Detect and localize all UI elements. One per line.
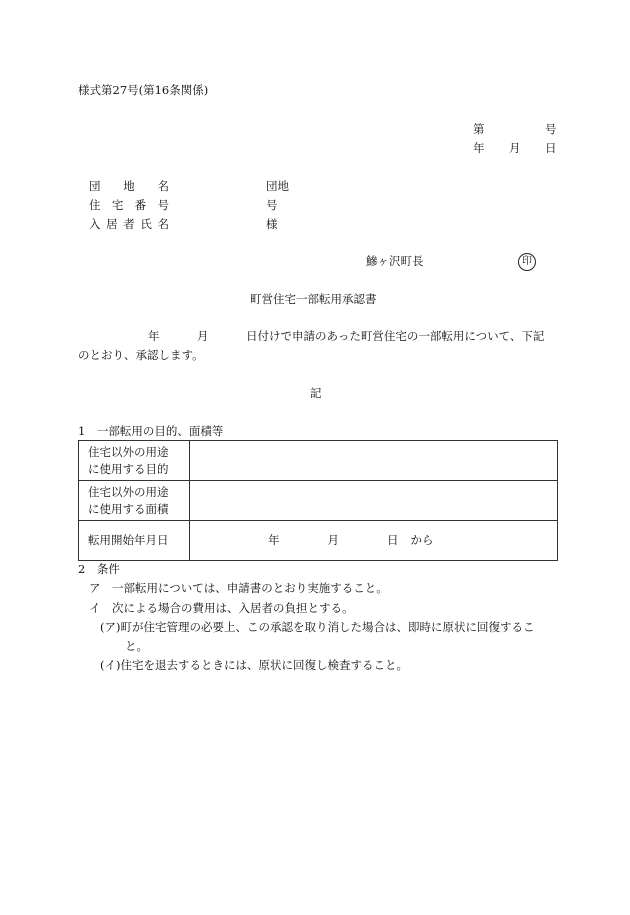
complex-name-label: 団 地 名 (89, 179, 169, 193)
issuer-name: 鰺ヶ沢町長 (366, 254, 424, 268)
document-title: 町営住宅一部転用承認書 (250, 292, 377, 306)
area-label: 住宅以外の用途 に使用する面積 (79, 481, 190, 521)
section2-heading: 2 条件 (78, 562, 120, 576)
doc-number-suffix: 号 (545, 122, 557, 136)
table-row (79, 441, 558, 481)
body-line2: のとおり、承認します。 (78, 348, 204, 362)
start-date-label: 転用開始年月日 (79, 521, 190, 561)
area-value (190, 481, 558, 521)
doc-date-year: 年 (473, 141, 485, 155)
body-line1: 日付けで申請のあった町営住宅の一部転用について、下記 (246, 329, 545, 343)
seal-mark: 印 (518, 253, 536, 271)
table-row (79, 521, 558, 561)
form-number: 様式第27号(第16条関係) (78, 83, 209, 97)
house-number-label: 住 宅 番 号 (89, 198, 169, 212)
body-month: 月 (197, 329, 209, 343)
section1-heading: 1 一部転用の目的、面積等 (78, 424, 224, 438)
tenant-honorific: 様 (266, 217, 278, 231)
condition-sub-a-line2: と。 (125, 639, 148, 653)
purpose-label: 住宅以外の用途 に使用する目的 (79, 441, 190, 481)
purpose-value (190, 441, 558, 481)
condition-sub-a-line1: (ア)町が住宅管理の必要上、この承認を取り消した場合は、即時に原状に回復するこ (100, 620, 535, 634)
body-year: 年 (148, 329, 160, 343)
tenant-name-label: 入 居 者 氏 名 (89, 217, 169, 231)
doc-date-month: 月 (509, 141, 521, 155)
doc-date-day: 日 (545, 141, 557, 155)
condition-sub-i: (イ)住宅を退去するときには、原状に回復し検査すること。 (100, 658, 408, 672)
conversion-table (78, 440, 558, 561)
house-number-suffix: 号 (266, 198, 278, 212)
doc-number-prefix: 第 (473, 122, 485, 136)
start-date-value: 年 月 日 から (190, 521, 558, 561)
condition-a: ア 一部転用については、申請書のとおり実施すること。 (89, 581, 388, 595)
ki-heading: 記 (310, 386, 322, 400)
complex-suffix: 団地 (266, 179, 289, 193)
condition-i: イ 次による場合の費用は、入居者の負担とする。 (89, 601, 354, 615)
table-row (79, 481, 558, 521)
